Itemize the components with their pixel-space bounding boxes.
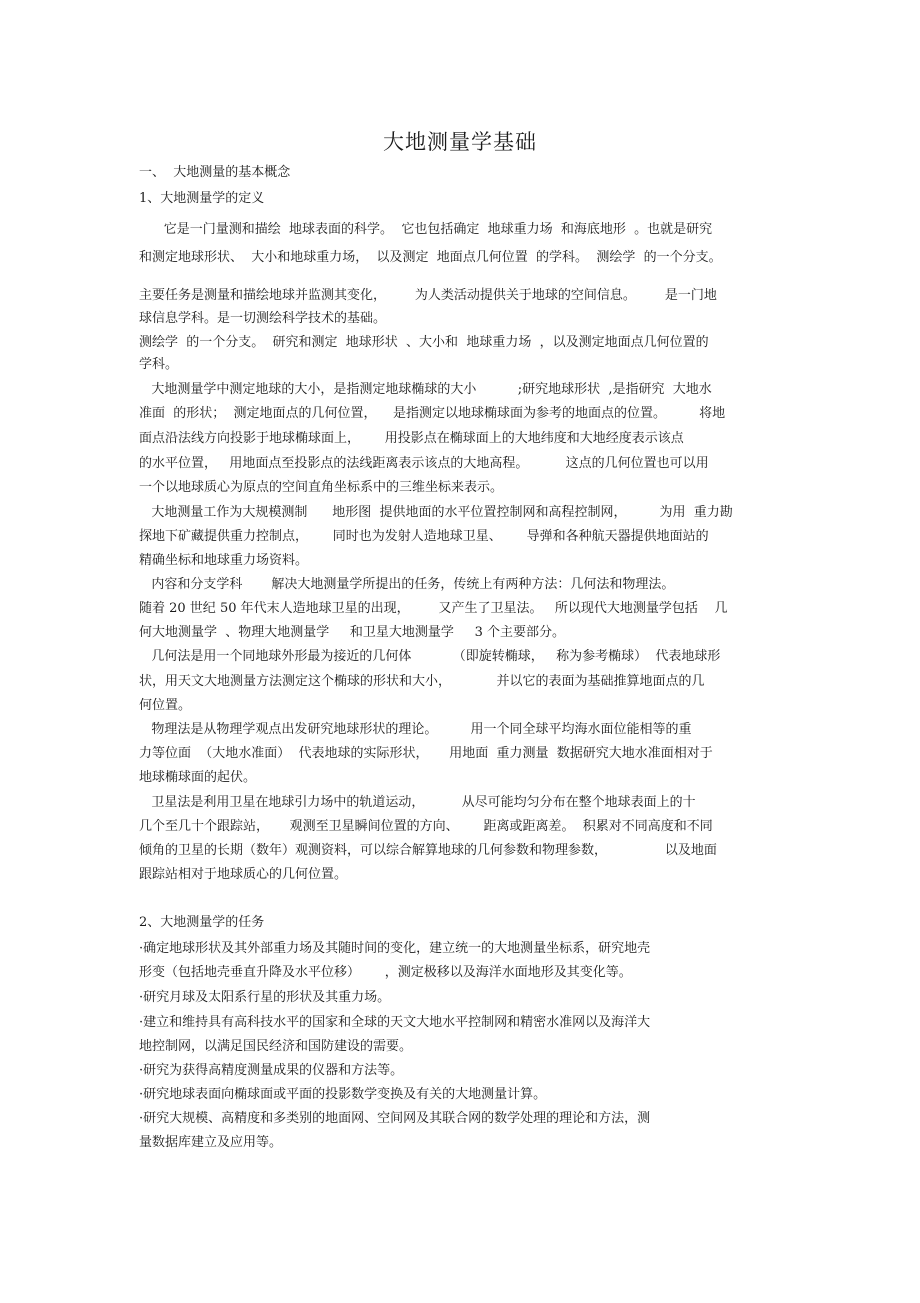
- bullet-line: ·研究月球及太阳系行星的形状及其重力场。: [139, 990, 391, 1005]
- page-title: 大地测量学基础: [383, 130, 537, 154]
- paragraph-line: 准面 的形状； 测定地面点的几何位置， 是指测定以地球椭球面为参考的地面点的位置。 将地: [139, 406, 726, 421]
- paragraph-line: 地球椭球面的起伏。: [139, 770, 257, 785]
- paragraph-line: 一个以地球质心为原点的空间直角坐标系中的三维坐标来表示。: [139, 480, 504, 495]
- paragraph-line: 它是一门量测和描绘 地球表面的科学。 它也包括确定 地球重力场 和海底地形 。也就是研究: [139, 222, 713, 237]
- bullet-line: ·确定地球形状及其外部重力场及其随时间的变化，建立统一的大地测量坐标系，研究地壳: [139, 941, 651, 956]
- bullet-line: ·研究地球表面向椭球面或平面的投影数学变换及有关的大地测量计算。: [139, 1087, 547, 1102]
- paragraph-line: 力等位面 （大地水准面） 代表地球的实际形状， 用地面 重力测量 数据研究大地水准面相对于: [139, 746, 713, 761]
- bullet-line: ·建立和维持具有高科技水平的国家和全球的天文大地水平控制网和精密水准网以及海洋大: [139, 1015, 651, 1030]
- paragraph-line: 物理法是从物理学观点出发研究地球形状的理论。 用一个同全球平均海水面位能相等的重: [139, 722, 692, 737]
- bullet-line: 地控制网，以满足国民经济和国防建设的需要。: [139, 1039, 413, 1054]
- paragraph-line: 卫星法是利用卫星在地球引力场中的轨道运动， 从尽可能均匀分布在整个地球表面上的十: [139, 795, 696, 810]
- paragraph-line: 几个至几十个跟踪站， 观测至卫星瞬间位置的方向、 距离或距离差。 积累对不同高度和不同: [139, 819, 713, 834]
- paragraph-line: 大地测量学中测定地球的大小，是指测定地球椭球的大小 ;研究地球形状 ,是指研究 大地水: [139, 382, 712, 397]
- paragraph-line: 何大地测量学 、物理大地测量学 和卫星大地测量学 3 个主要部分。: [139, 625, 565, 640]
- section-heading: 一、 大地测量的基本概念: [139, 165, 291, 180]
- paragraph-line: 和测定地球形状、 大小和地球重力场， 以及测定 地面点几何位置 的学科。 测绘学 的一个分支。: [139, 250, 722, 265]
- paragraph-line: 何位置。: [139, 698, 192, 713]
- subsection-heading: 1、大地测量学的定义: [139, 191, 265, 206]
- paragraph-line: 学科。: [139, 357, 179, 372]
- paragraph-line: 随着 20 世纪 50 年代末人造地球卫星的出现， 又产生了卫星法。 所以现代大地测量学包括 几: [139, 601, 728, 616]
- paragraph-line: 探地下矿藏提供重力控制点， 同时也为发射人造地球卫星、 导弹和各种航天器提供地面站的: [139, 529, 709, 544]
- paragraph-line: 内容和分支学科 解决大地测量学所提出的任务，传统上有两种方法：几何法和物理法。: [139, 577, 675, 592]
- paragraph-line: 面点沿法线方向投影于地球椭球面上， 用投影点在椭球面上的大地纬度和大地经度表示该点: [139, 431, 684, 446]
- paragraph-line: 几何法是用一个同地球外形最为接近的几何体 （即旋转椭球， 称为参考椭球） 代表地球形: [139, 649, 721, 664]
- bullet-line: 量数据库建立及应用等。: [139, 1135, 283, 1150]
- bullet-line: 形变（包括地壳垂直升降及水平位移） ，测定极移以及海洋水面地形及其变化等。: [139, 965, 632, 980]
- subsection-heading: 2、大地测量学的任务: [139, 915, 265, 930]
- paragraph-line: 精确坐标和地球重力场资料。: [139, 553, 309, 568]
- bullet-line: ·研究为获得高精度测量成果的仪器和方法等。: [139, 1063, 404, 1078]
- paragraph-line: 倾角的卫星的长期（数年）观测资料，可以综合解算地球的几何参数和物理参数， 以及地面: [139, 843, 717, 858]
- paragraph-line: 测绘学 的一个分支。 研究和测定 地球形状 、大小和 地球重力场 ，以及测定地面点几何位置的: [139, 335, 709, 350]
- paragraph-line: 大地测量工作为大规模测制 地形图 提供地面的水平位置控制网和高程控制网， 为用 重力勘: [139, 505, 733, 520]
- paragraph-line: 状，用天文大地测量方法测定这个椭球的形状和大小， 并以它的表面为基础推算地面点的几: [139, 674, 705, 689]
- bullet-line: ·研究大规模、高精度和多类别的地面网、空间网及其联合网的数学处理的理论和方法，测: [139, 1111, 651, 1126]
- paragraph-line: 主要任务是测量和描绘地球并监测其变化， 为人类活动提供关于地球的空间信息。 是一门地: [139, 288, 717, 303]
- paragraph-line: 球信息学科。是一切测绘科学技术的基础。: [139, 311, 387, 326]
- paragraph-line: 的水平位置， 用地面点至投影点的法线距离表示该点的大地高程。 这点的几何位置也可以用: [139, 456, 709, 471]
- paragraph-line: 跟踪站相对于地球质心的几何位置。: [139, 867, 348, 882]
